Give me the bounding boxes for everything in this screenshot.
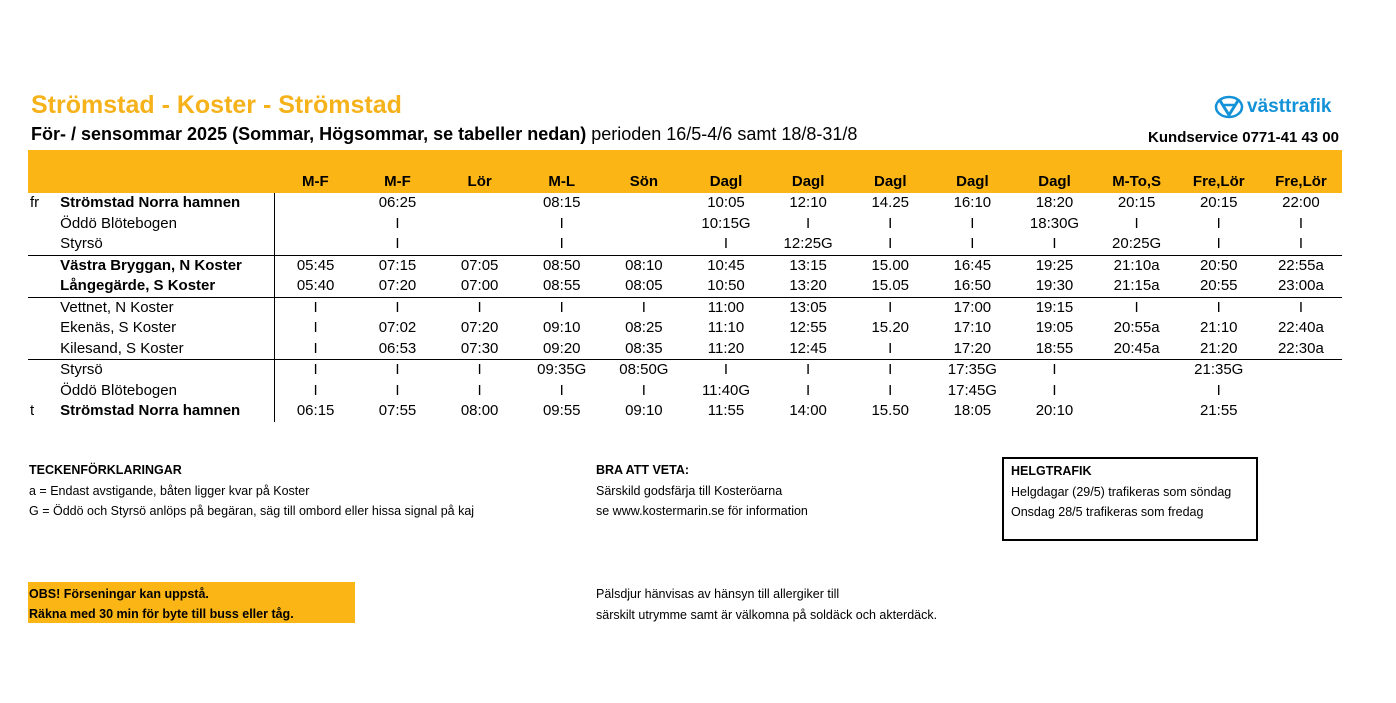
column-header: Dagl: [956, 173, 989, 190]
departure-time: I: [313, 319, 318, 337]
departure-time: 17:45G: [947, 381, 997, 399]
vasttrafik-logo[interactable]: [1214, 95, 1332, 119]
delay-notice-line-1: OBS! Förseningar kan uppstå.: [29, 587, 209, 601]
departure-time: 09:35G: [521, 360, 603, 381]
departure-time: I: [888, 339, 893, 357]
departure-time: [274, 214, 356, 235]
subtitle-period: perioden 16/5-4/6 samt 18/8-31/8: [586, 124, 858, 144]
departure-time: [439, 214, 521, 235]
departure-time: 11:55: [707, 402, 745, 420]
departure-time: 08:10: [603, 255, 685, 276]
departure-time: I: [1298, 235, 1303, 253]
departure-time: 08:05: [625, 277, 663, 295]
departure-time: 19:05: [1035, 319, 1074, 337]
departure-time: [439, 234, 521, 255]
departure-time: 14.25: [871, 194, 910, 212]
departure-time: 11:20: [707, 339, 745, 357]
departure-time: 19:15: [1013, 297, 1095, 318]
departure-time: I: [806, 381, 811, 399]
departure-time: 06:53: [378, 339, 417, 357]
timetable-row: [28, 255, 1342, 276]
departure-time: 10:15G: [701, 214, 751, 232]
departure-time: 07:02: [378, 319, 417, 337]
departure-time: I: [723, 235, 729, 253]
direction-marker: [28, 276, 60, 297]
departure-time: I: [685, 360, 767, 381]
departure-time: I: [559, 214, 564, 232]
stop-name: Vettnet, N Koster: [60, 297, 274, 318]
departure-time: I: [1134, 214, 1139, 232]
departure-time: I: [888, 381, 893, 399]
departure-time: I: [1298, 214, 1303, 232]
departure-time: 20:25G: [1112, 235, 1162, 253]
departure-time: [274, 234, 356, 255]
departure-time: I: [1178, 297, 1260, 318]
departure-time: 20:15: [1117, 194, 1156, 212]
departure-time: 07:20: [460, 319, 499, 337]
departure-time: [439, 193, 521, 214]
departure-time: [274, 193, 356, 214]
timetable-row: [28, 360, 1342, 381]
departure-time: 08:25: [625, 319, 663, 337]
legend-line-g: G = Öddö och Styrsö anlöps på begäran, säg till ombord eller hissa signal på kaj: [29, 504, 475, 519]
timetable-row: [28, 193, 1342, 214]
departure-time: [1096, 401, 1178, 422]
good-to-know-line-2: se www.kostermarin.se för information: [596, 504, 808, 519]
departure-time: 21:10a: [1096, 255, 1178, 276]
direction-marker: [28, 297, 60, 318]
departure-time: I: [806, 214, 811, 232]
departure-time: 13:20: [789, 277, 827, 295]
column-header: Dagl: [791, 173, 825, 190]
departure-time: 08:15: [542, 194, 581, 212]
departure-time: 20:50: [1178, 255, 1260, 276]
departure-time: 10:05: [707, 194, 745, 212]
departure-time: 05:40: [296, 277, 335, 295]
direction-marker: [28, 234, 60, 255]
departure-time: I: [439, 360, 521, 381]
timetable-row: [28, 401, 1342, 422]
column-header: M-L: [548, 173, 576, 190]
good-to-know-section: [596, 460, 808, 522]
departure-time: 17:35G: [931, 360, 1013, 381]
departure-time: 06:15: [296, 402, 335, 420]
direction-marker: [28, 318, 60, 339]
departure-time: I: [970, 214, 975, 232]
departure-time: 10:50: [707, 277, 745, 295]
departure-time: 12:55: [789, 319, 827, 337]
departure-time: 22:00: [1282, 194, 1320, 212]
stop-name: Öddö Blötebogen: [60, 381, 274, 402]
legend-line-a: a = Endast avstigande, båten ligger kvar på Koster: [29, 483, 310, 498]
departure-time: [1260, 401, 1342, 422]
direction-marker: [28, 214, 60, 235]
stop-name: Ekenäs, S Koster: [60, 318, 274, 339]
departure-time: 22:40a: [1277, 319, 1324, 337]
holiday-traffic-box: [1002, 457, 1258, 541]
direction-marker: [28, 360, 60, 381]
departure-time: 23:00a: [1277, 277, 1324, 295]
departure-time: 11:10: [707, 319, 745, 337]
departure-time: [603, 193, 685, 214]
pet-notice-line-1: Pälsdjur hänvisas av hänsyn till allergiker till: [596, 587, 840, 601]
departure-time: 11:40G: [701, 381, 751, 399]
column-header: M-F: [302, 173, 329, 190]
column-header: Sön: [629, 173, 659, 190]
departure-time: 21:55: [1199, 402, 1238, 420]
legend-section: [29, 460, 474, 522]
departure-time: I: [356, 297, 438, 318]
departure-time: 13:05: [767, 297, 849, 318]
stop-name: Långegärde, S Koster: [60, 276, 274, 297]
departure-time: 22:55a: [1260, 255, 1342, 276]
delay-notice: [28, 582, 355, 623]
timetable-row: [28, 276, 1342, 297]
stop-name: Öddö Blötebogen: [60, 214, 274, 235]
departure-time: I: [603, 297, 685, 318]
stop-name: Styrsö: [60, 360, 274, 381]
departure-time: 07:00: [460, 277, 499, 295]
departure-time: 18:30G: [1029, 214, 1080, 232]
departure-time: 14:00: [789, 402, 827, 420]
holiday-heading: HELGTRAFIK: [1011, 464, 1092, 478]
departure-time: I: [641, 381, 646, 399]
departure-time: 07:15: [356, 255, 438, 276]
departure-time: 09:55: [542, 402, 581, 420]
departure-time: I: [1052, 381, 1057, 399]
departure-time: I: [395, 235, 400, 253]
departure-time: I: [888, 235, 893, 253]
departure-time: 18:20: [1035, 194, 1074, 212]
departure-time: 09:10: [542, 319, 581, 337]
departure-time: 10:45: [685, 255, 767, 276]
departure-time: 16:10: [953, 194, 992, 212]
column-header: Dagl: [1038, 173, 1071, 190]
departure-time: [1096, 360, 1178, 381]
departure-time: 06:25: [378, 194, 417, 212]
departure-time: 17:20: [953, 339, 992, 357]
departure-time: 20:55a: [1113, 319, 1160, 337]
departure-time: I: [1013, 360, 1095, 381]
departure-time: 18:05: [953, 402, 992, 420]
departure-time: I: [395, 214, 400, 232]
timetable-row: [28, 339, 1342, 360]
subtitle: [31, 124, 857, 145]
departure-time: I: [1260, 297, 1342, 318]
departure-time: 07:20: [378, 277, 417, 295]
stop-name: Strömstad Norra hamnen: [60, 193, 274, 214]
page-title: Strömstad - Koster - Strömstad: [31, 91, 402, 119]
departure-time: 20:55: [1199, 277, 1238, 295]
departure-time: 12:10: [789, 194, 827, 212]
departure-time: 08:50: [521, 255, 603, 276]
direction-marker: fr: [30, 194, 40, 212]
departure-time: 12:45: [789, 339, 827, 357]
departure-time: [603, 214, 685, 235]
departure-time: I: [521, 297, 603, 318]
departure-time: 05:45: [274, 255, 356, 276]
timetable-row: [28, 214, 1342, 235]
stop-name: Västra Bryggan, N Koster: [60, 255, 274, 276]
departure-time: I: [849, 360, 931, 381]
departure-time: I: [970, 235, 975, 253]
departure-time: I: [1216, 235, 1221, 253]
departure-time: I: [395, 381, 400, 399]
departure-time: 15.50: [871, 402, 910, 420]
departure-time: 08:00: [460, 402, 499, 420]
departure-time: I: [313, 339, 318, 357]
column-header: M-To,S: [1112, 173, 1162, 190]
departure-time: I: [1216, 214, 1221, 232]
departure-time: 09:20: [542, 339, 581, 357]
subtitle-bold: För- / sensommar 2025 (Sommar, Högsommar, se tabeller nedan): [31, 124, 587, 144]
departure-time: 07:55: [378, 402, 417, 420]
departure-time: 19:25: [1013, 255, 1095, 276]
departure-time: 08:35: [625, 339, 663, 357]
departure-time: I: [439, 297, 521, 318]
departure-time: I: [477, 381, 482, 399]
departure-time: 22:30a: [1277, 339, 1324, 357]
column-header: Fre,Lör: [1192, 173, 1245, 190]
column-header: Fre,Lör: [1275, 173, 1327, 190]
departure-time: 17:10: [953, 319, 992, 337]
timetable-row: [28, 381, 1342, 402]
departure-time: 15.05: [871, 277, 910, 295]
departure-time: [1096, 381, 1178, 402]
departure-time: 17:00: [931, 297, 1013, 318]
departure-time: 20:15: [1199, 194, 1238, 212]
departure-time: 20:10: [1035, 402, 1074, 420]
departure-time: I: [274, 360, 356, 381]
pet-notice-line-2: särskilt utrymme samt är välkomna på soldäck och akterdäck.: [596, 607, 938, 622]
departure-time: 16:50: [953, 277, 992, 295]
logo-text: västtrafik: [1247, 96, 1332, 117]
departure-time: 20:45a: [1113, 339, 1160, 357]
departure-time: I: [888, 214, 893, 232]
pet-notice: [596, 584, 937, 625]
customer-service: Kundservice 0771-41 43 00: [1148, 129, 1339, 146]
departure-time: I: [274, 297, 356, 318]
departure-time: 21:35G: [1178, 360, 1260, 381]
departure-time: 16:45: [931, 255, 1013, 276]
timetable-row: [28, 234, 1342, 255]
departure-time: I: [1096, 297, 1178, 318]
departure-time: 12:25G: [783, 235, 833, 253]
timetable-header: [28, 150, 1342, 193]
direction-marker: t: [30, 402, 35, 420]
departure-time: I: [767, 360, 849, 381]
departure-time: I: [559, 381, 564, 399]
stop-name: Styrsö: [60, 234, 274, 255]
departure-time: 11:00: [685, 297, 767, 318]
timetable-row: [28, 297, 1342, 318]
departure-time: I: [559, 235, 564, 253]
legend-heading: TECKENFÖRKLARINGAR: [29, 463, 182, 477]
stop-name: Strömstad Norra hamnen: [60, 401, 274, 422]
departure-time: 08:55: [542, 277, 581, 295]
good-to-know-line-1: Särskild godsfärja till Kosteröarna: [596, 483, 783, 498]
departure-time: 07:30: [460, 339, 499, 357]
departure-time: I: [1052, 235, 1057, 253]
departure-time: I: [1216, 381, 1221, 399]
departure-time: 18:55: [1035, 339, 1074, 357]
direction-marker: [28, 339, 60, 360]
departure-time: 07:05: [439, 255, 521, 276]
departure-time: [1260, 381, 1342, 402]
departure-time: 08:50G: [603, 360, 685, 381]
holiday-line-2: Onsdag 28/5 trafikeras som fredag: [1011, 505, 1204, 520]
departure-time: I: [849, 297, 931, 318]
header-row: [28, 150, 1342, 193]
departure-time: [1260, 360, 1342, 381]
delay-notice-line-2: Räkna med 30 min för byte till buss eller tåg.: [29, 607, 294, 621]
direction-marker: [28, 255, 60, 276]
departure-time: 15.20: [871, 319, 910, 337]
column-header: Dagl: [873, 173, 907, 190]
departure-time: 19:30: [1035, 277, 1074, 295]
stop-name: Kilesand, S Koster: [60, 339, 274, 360]
departure-time: 13:15: [767, 255, 849, 276]
departure-time: 21:10: [1199, 319, 1238, 337]
timetable: [28, 150, 1342, 422]
vasttrafik-logo-icon: [1214, 95, 1244, 119]
departure-time: 09:10: [625, 402, 663, 420]
column-header: Dagl: [709, 173, 743, 190]
timetable-body: [28, 193, 1342, 422]
good-to-know-heading: BRA ATT VETA:: [596, 463, 690, 477]
departure-time: 21:20: [1199, 339, 1238, 357]
departure-time: I: [313, 381, 318, 399]
column-header: M-F: [384, 173, 411, 190]
departure-time: 21:15a: [1113, 277, 1160, 295]
timetable-row: [28, 318, 1342, 339]
departure-time: 15.00: [849, 255, 931, 276]
column-header: Lör: [467, 173, 492, 190]
departure-time: [603, 234, 685, 255]
direction-marker: [28, 381, 60, 402]
departure-time: I: [356, 360, 438, 381]
holiday-line-1: Helgdagar (29/5) trafikeras som söndag: [1011, 484, 1232, 499]
